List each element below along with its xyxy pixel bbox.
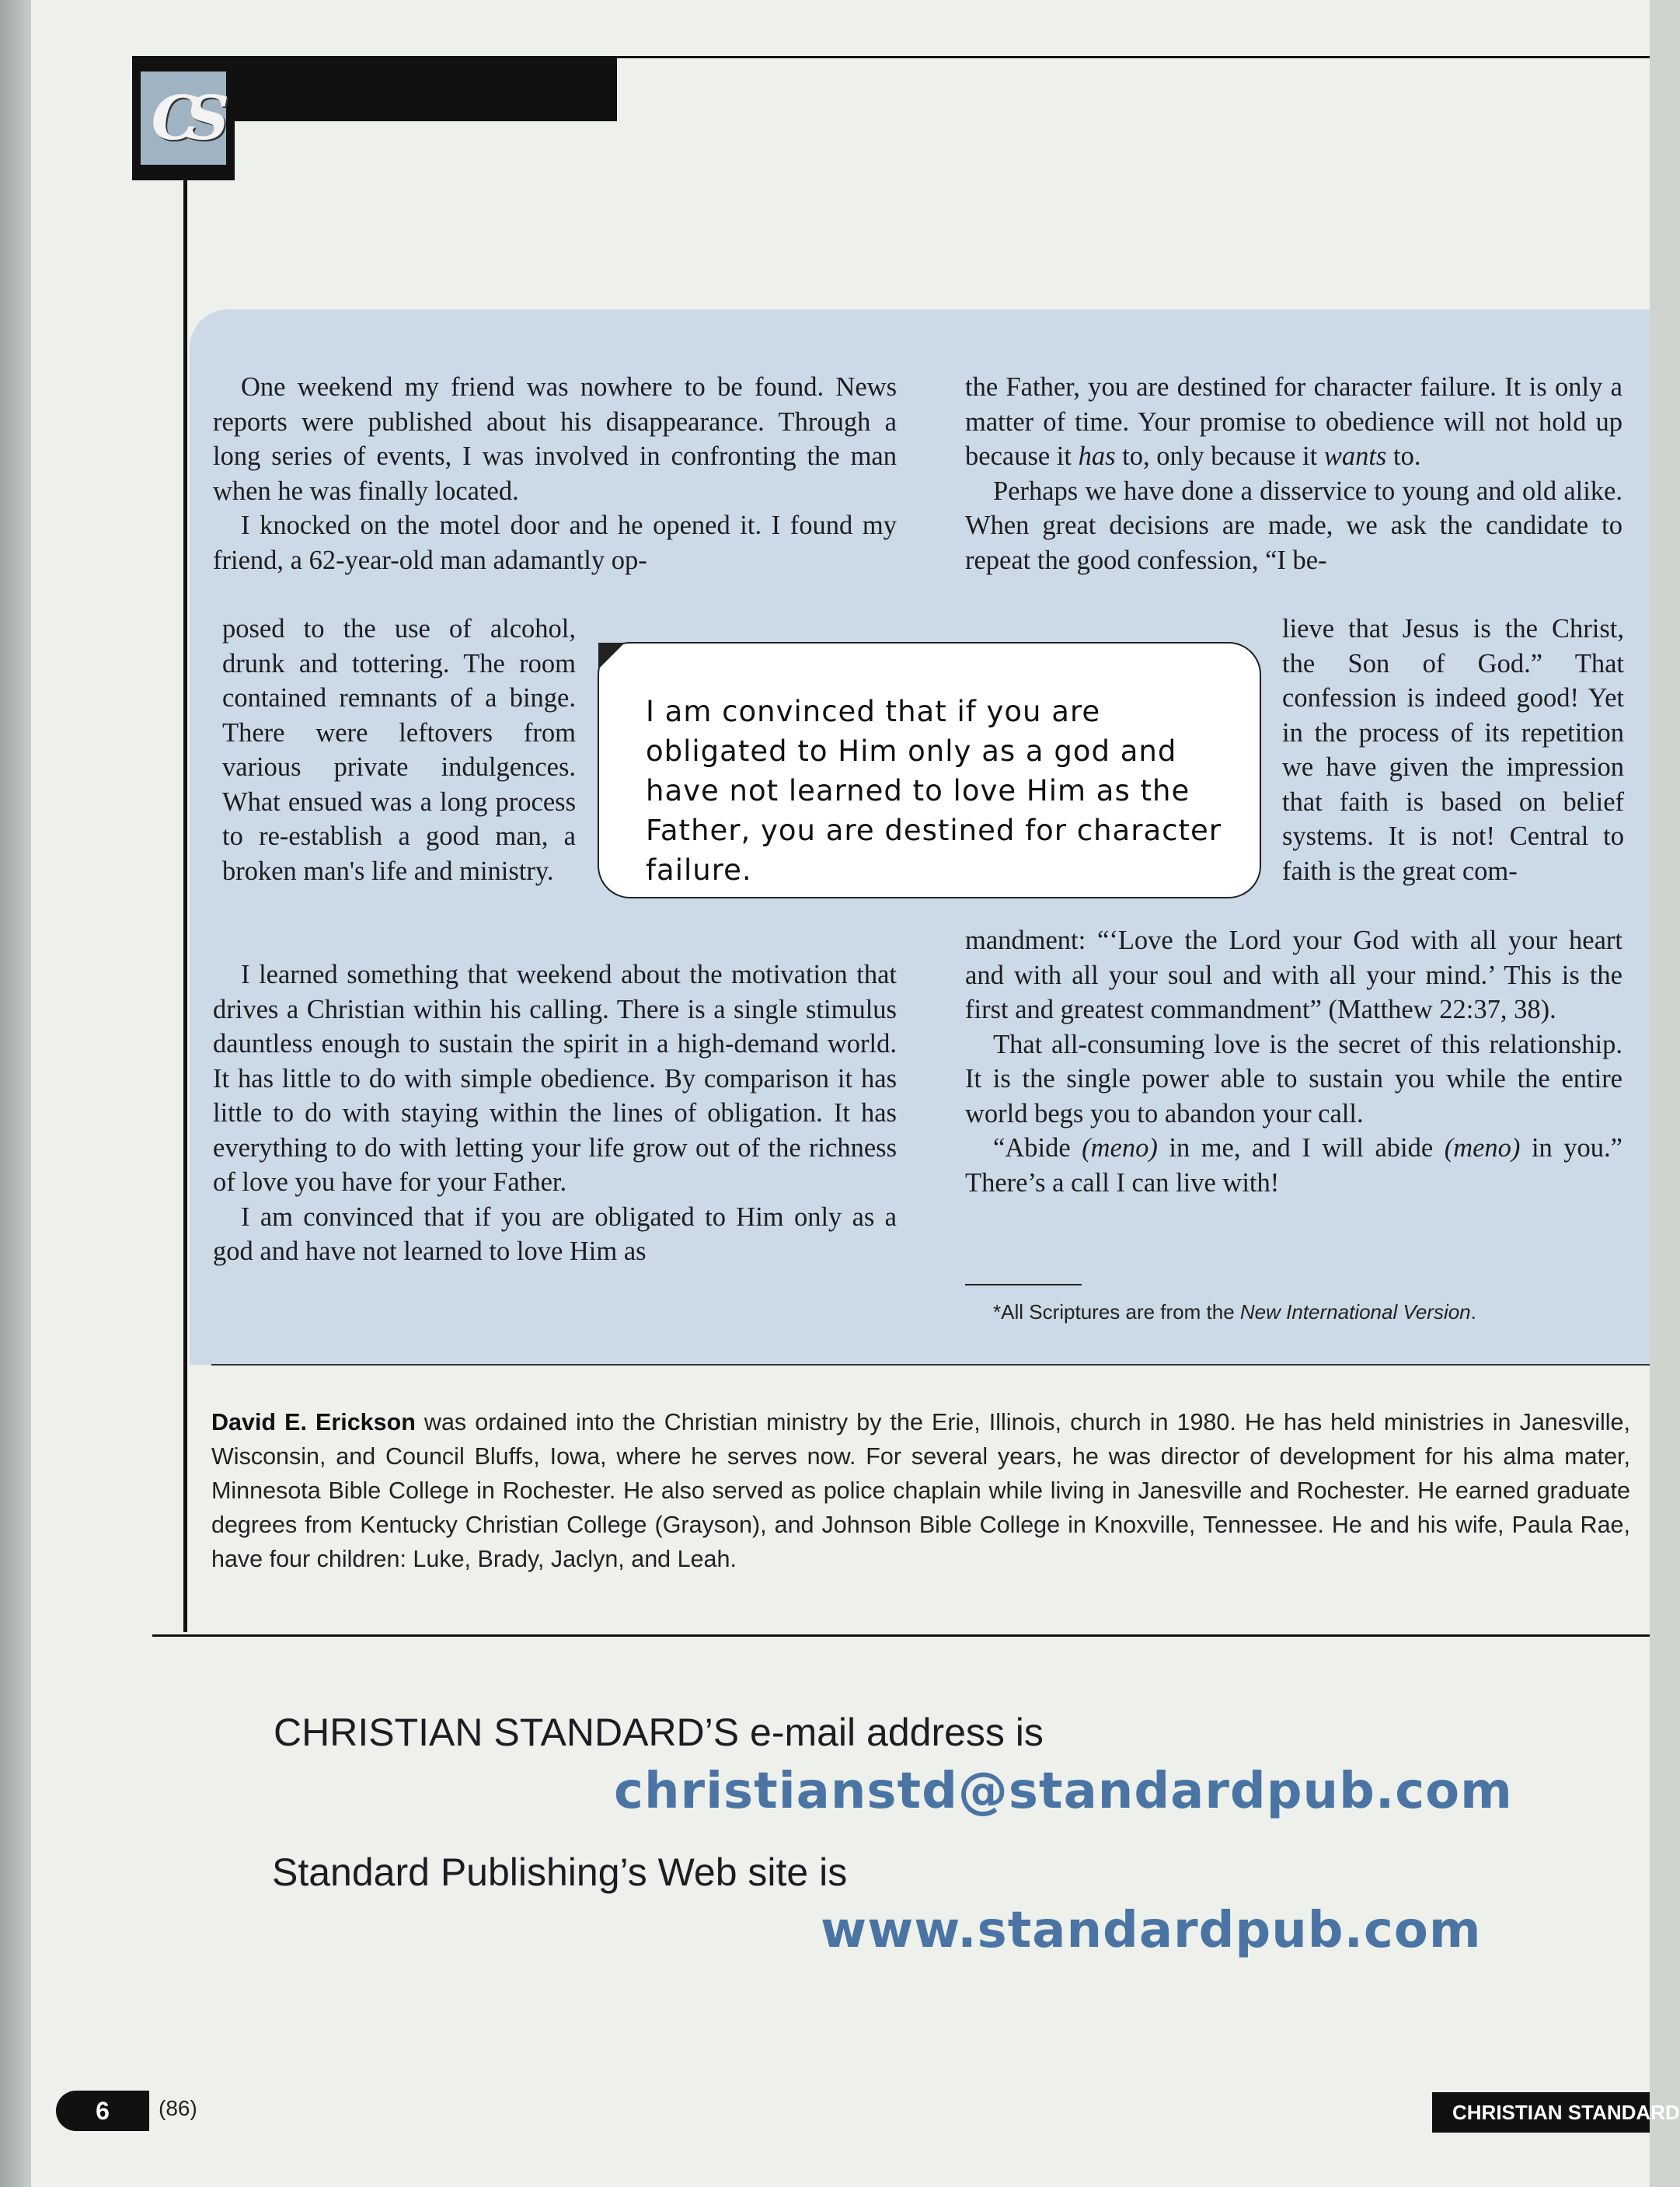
page-number: 6	[56, 2091, 149, 2131]
email-address: christianstd@standardpub.com	[614, 1763, 1513, 1820]
paragraph: One weekend my friend was nowhere to be found. News reports were published about his disappearance. Through a long series of events, I was involved in confronting the man when he was finally located.	[213, 372, 897, 506]
paragraph: I learned something that weekend about the motivation that drives a Christian within his calling. There is a single stimulus dauntless enough to sustain the spirit in a high-demand world. It has little to do with simple obedience. By comparison it has little to do with staying within the lines of obligation. It has everything to do with letting your life grow out of the richness of love you have for your Father.	[213, 960, 897, 1197]
paragraph: “Abide (meno) in me, and I will abide (meno) in you.” There’s a call I can live with!	[965, 1133, 1622, 1198]
article-column-2-after	[965, 923, 1622, 1200]
cs-logo-mark: CS	[141, 72, 226, 165]
binding-edge	[0, 0, 31, 2187]
article-column-1-wrap: posed to the use of alcohol, drunk and tottering. The room contained remnants of a binge. There were leftovers from various private indulgences. What ensued was a long process to re-establish a good man, a broken man's life and ministry.	[222, 614, 576, 886]
bio-separator	[211, 1364, 1650, 1366]
author-bio: David E. Erickson was ordained into the Christian ministry by the Erie, Illinois, church in 1980. He has held ministries in Janesville, Wisconsin, and Council Bluffs, Iowa, where he serves now. For several years, he was director of development for his alma mater, Minnesota Bible College in Rochester. He also served as police chaplain while living in Janesville and Rochester. He earned graduate degrees from Kentucky Christian College (Grayson), and Johnson Bible College in Knoxville, Tennessee. He and his wife, Paula Rae, have four children: Luke, Brady, Jaclyn, and Leah.	[211, 1409, 1630, 1572]
page-number-alt: (86)	[159, 2096, 197, 2120]
magazine-name: CHRISTIAN STANDARD	[1432, 2092, 1650, 2133]
header-bar	[233, 56, 617, 121]
footnote: *All Scriptures are from the New International Version.	[993, 1300, 1476, 1324]
cs-logo	[132, 56, 235, 180]
email-label: CHRISTIAN STANDARD’S e-mail address is	[274, 1711, 1044, 1754]
paragraph: I am convinced that if you are obligated to Him only as a god and have not learned to love Him as	[213, 1202, 897, 1266]
left-rule	[183, 155, 187, 1632]
pull-quote: I am convinced that if you are obligated to Him only as a god and have not learned to love Him as the Father, you are destined for character failure.	[598, 642, 1261, 898]
pull-quote-corner	[598, 643, 625, 669]
article-column-1	[213, 370, 897, 577]
paragraph: the Father, you are destined for character failure. It is only a matter of time. Your promise to obedience will not hold up because it has to, only because it wants to.	[965, 372, 1622, 471]
paragraph: I knocked on the motel door and he opened it. I found my friend, a 62-year-old man adamantly op-	[213, 511, 897, 575]
website-label: Standard Publishing’s Web site is	[272, 1850, 848, 1894]
website-url: www.standardpub.com	[821, 1902, 1482, 1959]
article-column-1-after	[213, 957, 897, 1269]
paragraph: That all-consuming love is the secret of this relationship. It is the single power able to sustain you while the entire world begs you to abandon your call.	[965, 1029, 1622, 1128]
author-name: David E. Erickson	[211, 1409, 416, 1435]
footnote-rule	[965, 1284, 1082, 1285]
article-column-2	[965, 370, 1622, 577]
paragraph: mandment: “‘Love the Lord your God with all your heart and with all your soul and with all your mind.’ This is the first and greatest commandment” (Matthew 22:37, 38).	[965, 926, 1622, 1024]
paragraph: Perhaps we have done a disservice to young and old alike. When great decisions are made, we ask the candidate to repeat the good confession, “I be-	[965, 476, 1622, 575]
bottom-rule	[152, 1634, 1650, 1637]
article-column-2-wrap: lieve that Jesus is the Christ, the Son of God.” That confession is indeed good! Yet in the process of its repetition we have given the impression that faith is based on belief systems. It is not! Central to faith is the great com-	[1282, 614, 1624, 886]
